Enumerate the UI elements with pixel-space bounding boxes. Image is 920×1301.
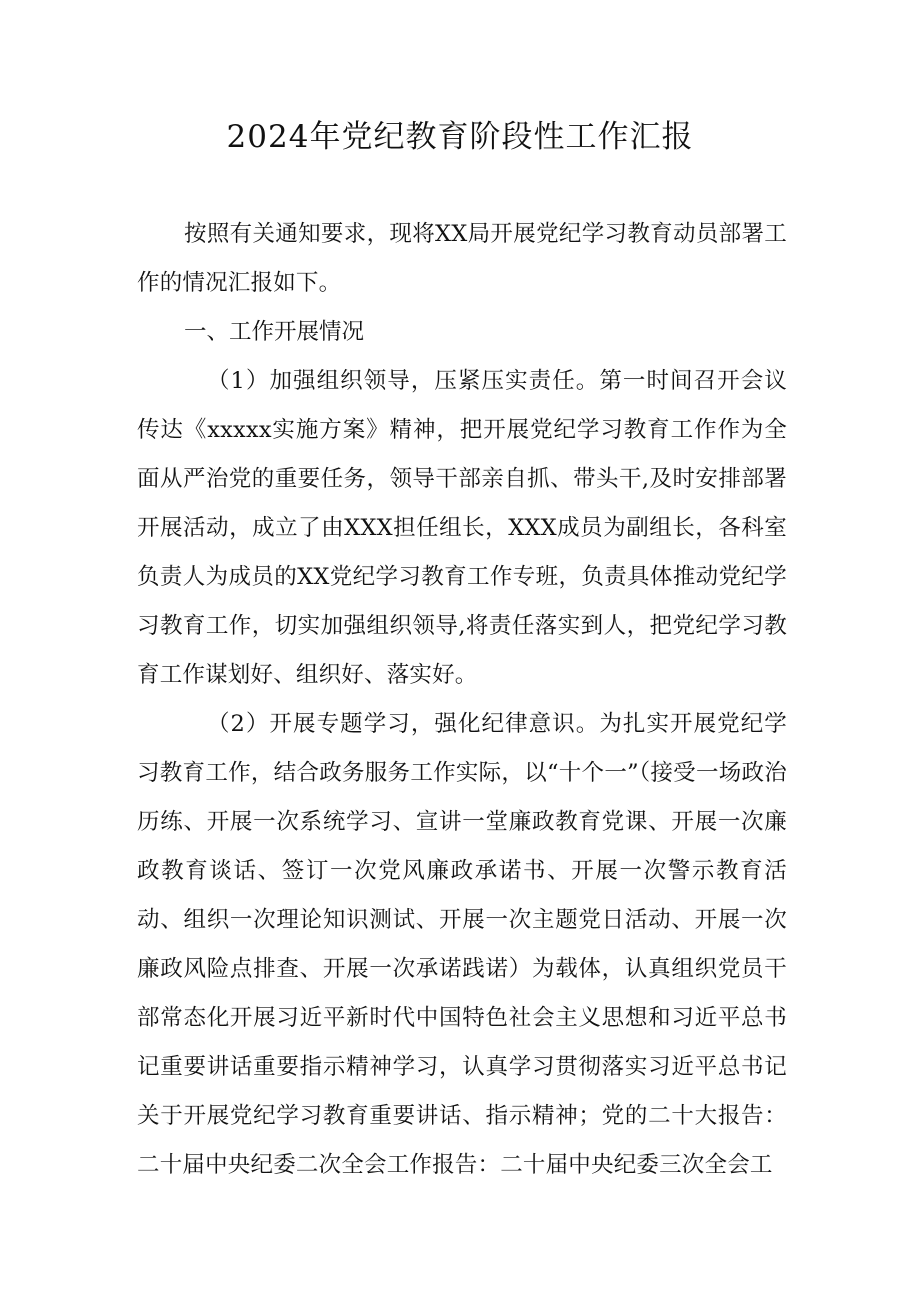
intro-paragraph: 按照有关通知要求，现将XX局开展党纪学习教育动员部署工作的情况汇报如下。 <box>137 221 787 296</box>
paragraph-item-2: （2）开展专题学习，强化纪律意识。为扎实开展党纪学习教育工作，结合政务服务工作实际，以“十个一”（接受一场政治历练、开展一次系统学习、宣讲一堂廉政教育党课、开展一次廉政教育谈话、签订一次党风廉政承诺书、开展一次警示教育活动、组织一次理论知识测试、开展一次主题党日活动、开展一次廉政风险点排查、开展一次承诺践诺）为载体，认真组织党员干部常态化开展习近平新时代中国特色社会主义思想和习近平总书记重要讲话重要指示精神学习，认真学习贯彻落实习近平总书记关于开展党纪学习教育重要讲话、指示精神；党的二十大报告：二十届中央纪委二次全会工作报告：二十届中央纪委三次全会工 <box>137 711 787 1178</box>
document-title: 2024年党纪教育阶段性工作汇报 <box>226 119 694 155</box>
section-heading-work-progress: 一、工作开展情况 <box>184 319 365 345</box>
paragraph-item-1: （1）加强组织领导，压紧压实责任。第一时间召开会议传达《xxxxx实施方案》精神，把开展党纪学习教育工作作为全面从严治党的重要任务，领导干部亲自抓、带头干,及时安排部署开展活动，成立了由XXX担任组长，XXX成员为副组长，各科室负责人为成员的XX党纪学习教育工作专班，负责具体推动党纪学习教育工作，切实加强组织领导,将责任落实到人，把党纪学习教育工作谋划好、组织好、落实好。 <box>137 368 787 688</box>
document-body <box>137 210 787 1190</box>
